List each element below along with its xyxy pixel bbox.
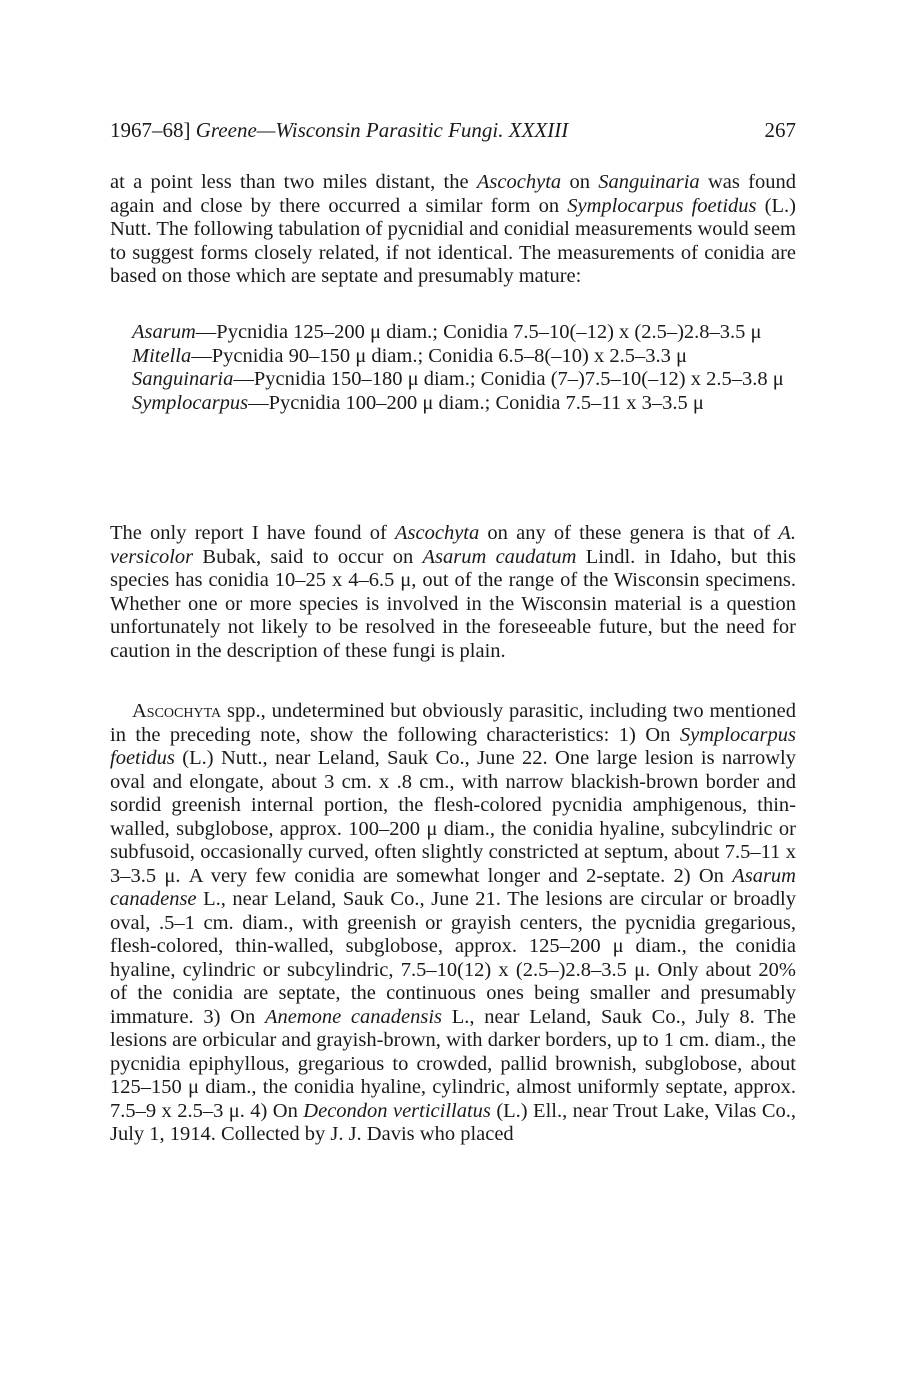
- running-title: [110, 116, 568, 144]
- measurement-entry: Sanguinaria—Pycnidia 150–180 μ diam.; Conidia (7–)7.5–10(–12) x 2.5–3.8 μ: [132, 368, 784, 390]
- volume-years: 1967–68]: [110, 118, 196, 142]
- running-header: [110, 116, 796, 144]
- measurement-entry: Mitella—Pycnidia 90–150 μ diam.; Conidia 6.5–8(–10) x 2.5–3.3 μ: [132, 344, 687, 367]
- article-title: Greene—Wisconsin Parasitic Fungi. XXXIII: [195, 118, 569, 142]
- paragraph-3: Ascochyta spp., undetermined but obviously parasitic, including two mentioned in the preceding note, show the following characteristics: 1) On Symplocarpus foetidus (L.) Nutt., near Leland, Sauk Co., June 22. One large lesion is narrowly oval and elongate, about 3 cm. x .8 cm., with narrow blackish-brown border and sordid greenish internal portion, the flesh-colored pycnidia amphigenous, thin-walled, subglobose, approx. 100–200 μ diam., the conidia hyaline, subcylindric or subfusoid, occasionally curved, often slightly constricted at septum, about 7.5–11 x 3–3.5 μ. A very few conidia are somewhat longer and 2-septate. 2) On Asarum canadense L., near Leland, Sauk Co., June 21. The lesions are circular or broadly oval, .5–1 cm. diam., with greenish or grayish centers, the pycnidia gregarious, flesh-colored, thin-walled, subglobose, approx. 125–200 μ diam., the conidia hyaline, cylindric or subcylindric, 7.5–10(12) x (2.5–)2.8–3.5 μ. Only about 20% of the conidia are septate, the continuous ones being smaller and presumably immature. 3) On Anemone canadensis L., near Leland, Sauk Co., July 8. The lesions are orbicular and grayish-brown, with darker borders, up to 1 cm. diam., the pycnidia epiphyllous, gregarious to crowded, pallid brownish, subglobose, about 125–150 μ diam., the conidia hyaline, cylindric, almost uniformly septate, approx. 7.5–9 x 2.5–3 μ. 4) On Decondon verticillatus (L.) Ell., near Trout Lake, Vilas Co., July 1, 1914. Collected by J. J. Davis who placed: [110, 700, 796, 1145]
- measurement-entry: Symplocarpus—Pycnidia 100–200 μ diam.; Conidia 7.5–11 x 3–3.5 μ: [132, 391, 704, 414]
- paragraph-1: at a point less than two miles distant, the Ascochyta on Sanguinaria was found again and close by there occurred a similar form on Symplocarpus foetidus (L.) Nutt. The following tabulation of pycnidial and conidial measurements would seem to suggest forms closely related, if not identical. The measurements of conidia are based on those which are septate and presumably mature:: [110, 171, 797, 287]
- measurement-list: [132, 321, 796, 415]
- genus-heading: Ascochyta: [132, 700, 222, 722]
- measurement-entry: Asarum—Pycnidia 125–200 μ diam.; Conidia 7.5–10(–12) x (2.5–)2.8–3.5 μ: [132, 321, 762, 343]
- page-number: 267: [764, 118, 796, 142]
- paragraph-2: The only report I have found of Ascochyta on any of these genera is that of A. versicolor Bubak, said to occur on Asarum caudatum Lindl. in Idaho, but this species has conidia 10–25 x 4–6.5 μ, out of the range of the Wisconsin specimens. Whether one or more species is involved in the Wisconsin material is a question unfortunately not likely to be resolved in the foreseeable future, but the need for caution in the description of these fungi is plain.: [110, 522, 796, 662]
